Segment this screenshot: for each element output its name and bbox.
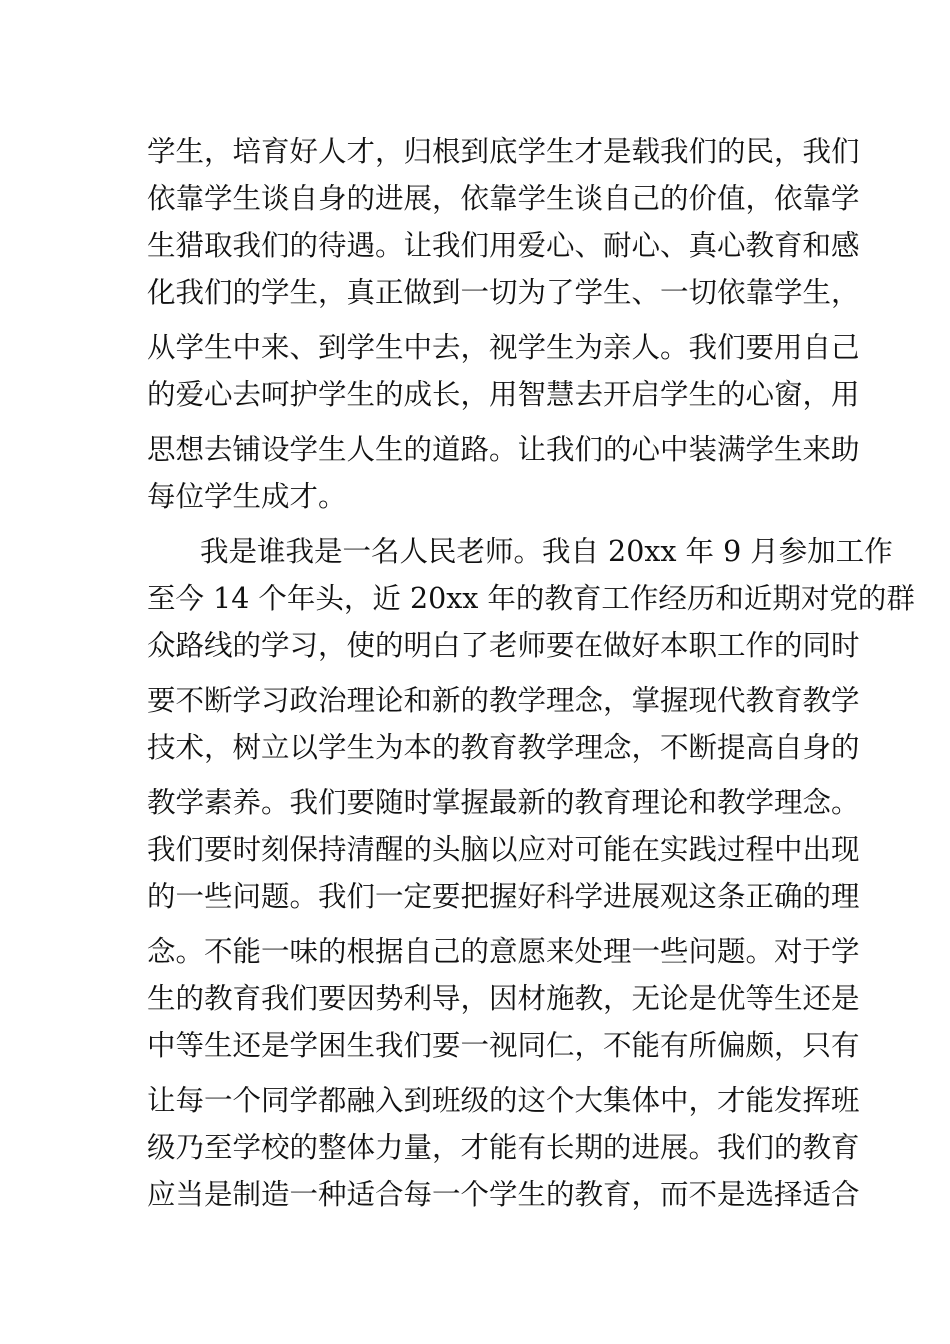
text-line: 至今 14 个年头，近 20xx 年的教育工作经历和近期对党的群: [147, 582, 915, 615]
text-line: 教学素养。我们要随时掌握最新的教育理论和教学理念。: [147, 786, 860, 819]
text-line: 生猎取我们的待遇。让我们用爱心、耐心、真心教育和感: [147, 229, 860, 262]
text-line: 思想去铺设学生人生的道路。让我们的心中装满学生来助: [147, 433, 860, 466]
text-line: 从学生中来、到学生中去，视学生为亲人。我们要用自己: [147, 331, 860, 364]
text-line: 每位学生成才。: [147, 480, 347, 513]
text-line: 我是谁我是一名人民老师。我自 20xx 年 9 月参加工作: [200, 535, 893, 568]
text-line: 技术，树立以学生为本的教育教学理念，不断提高自身的: [147, 731, 860, 764]
text-line: 要不断学习政治理论和新的教学理念，掌握现代教育教学: [147, 684, 860, 717]
text-line: 我们要时刻保持清醒的头脑以应对可能在实践过程中出现: [147, 833, 860, 866]
text-line: 化我们的学生，真正做到一切为了学生、一切依靠学生，: [147, 276, 860, 309]
text-line: 众路线的学习，使的明白了老师要在做好本职工作的同时: [147, 629, 860, 662]
text-line: 的爱心去呵护学生的成长，用智慧去开启学生的心窗，用: [147, 378, 860, 411]
text-line: 应当是制造一种适合每一个学生的教育，而不是选择适合: [147, 1178, 860, 1211]
text-line: 学生，培育好人才，归根到底学生才是载我们的民，我们: [147, 135, 860, 168]
text-line: 的一些问题。我们一定要把握好科学进展观这条正确的理: [147, 880, 860, 913]
text-line: 依靠学生谈自身的进展，依靠学生谈自己的价值，依靠学: [147, 182, 860, 215]
text-line: 念。不能一味的根据自己的意愿来处理一些问题。对于学: [147, 935, 860, 968]
text-line: 中等生还是学困生我们要一视同仁，不能有所偏颇，只有: [147, 1029, 860, 1062]
text-line: 让每一个同学都融入到班级的这个大集体中，才能发挥班: [147, 1084, 860, 1117]
text-line: 生的教育我们要因势利导，因材施教，无论是优等生还是: [147, 982, 860, 1015]
text-line: 级乃至学校的整体力量，才能有长期的进展。我们的教育: [147, 1131, 860, 1164]
